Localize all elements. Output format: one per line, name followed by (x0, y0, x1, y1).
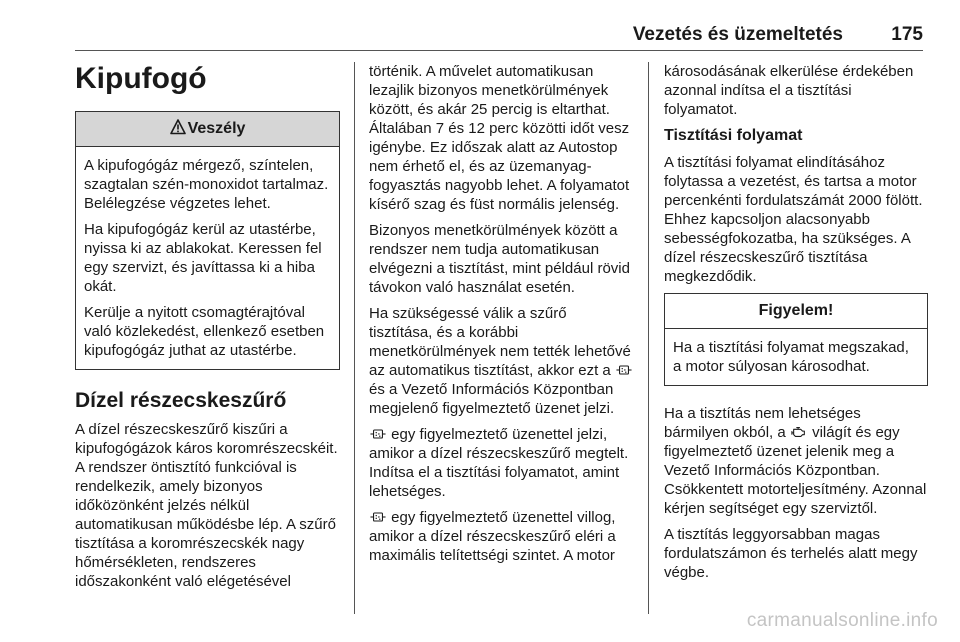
column-2 (369, 62, 634, 572)
danger-paragraph: Kerülje a nyitott csomagtérajtóval való közlekedést, ellenkező esetben kipufogógáz juthat az utastérbe. (84, 304, 325, 359)
danger-box (75, 111, 340, 370)
diesel-particulate-filter-icon (616, 363, 632, 377)
warning-triangle-icon (170, 119, 186, 135)
body-paragraph (369, 508, 634, 565)
danger-box-body (76, 147, 339, 369)
page-number: 175 (891, 24, 923, 45)
text-run: egy figyelmeztető üzenettel villog, amikor a dízel részecskeszűrő eléri a maximális telítettségi szintet. A motor (369, 509, 616, 564)
section-title: Vezetés és üzemeltetés (632, 24, 843, 45)
text-run: és a Vezető Információs Központban megjelenő figyelmeztető üzenet jelzi. (369, 381, 615, 417)
body-paragraph (664, 404, 928, 518)
body-paragraph (369, 304, 634, 418)
column-divider (354, 62, 355, 614)
body-paragraph: történik. A művelet automatikusan lezajlik bizonyos menetkörülmények között, és akár 25 percig is eltarthat. Általában 7 és 12 perc közötti időt vesz igénybe. Ez időszak alatt az Autostop nem érhető el, és az üzemanyag-fogyasztás nagyobb lehet. A folyamatot kísérő szag és füst normális jelenség. (369, 63, 630, 213)
text-run: Ha szükségessé válik a szűrő tisztítása, és a korábbi menetkörülmények nem tették lehetővé az automatikus tisztítást, akkor ezt a (369, 305, 631, 379)
notice-box (664, 293, 928, 386)
body-paragraph: Bizonyos menetkörülmények között a rendszer nem tudja automatikusan elvégezni a tisztítást, mint például rövid távokon való használat esetén. (369, 222, 630, 296)
body-paragraph: A dízel részecskeszűrő kiszűri a kipufogógázok káros koromrészecskéit. A rendszer öntisztító funkcióval is rendelkezik, amely bizonyos időközönként jelzés nélkül automatikusan működésbe lép. A szűrő tisztítása a koromrészecskék nagy hőmérsékleten, rendszeres időszakonként való elégetésével (75, 421, 338, 590)
notice-box-body (665, 329, 927, 385)
danger-paragraph: Ha kipufogógáz kerül az utastérbe, nyissa ki az ablakokat. Keressen fel egy szervizt, és javíttassa ki a hiba okát. (84, 221, 322, 295)
column-divider (648, 62, 649, 614)
column-3 (664, 62, 928, 589)
body-paragraph: károsodásának elkerülése érdekében azonnal indítsa el a tisztítási folyamatot. (664, 63, 914, 118)
page-header (75, 22, 923, 51)
section-heading-dpf: Dízel részecskeszűrő (75, 389, 287, 412)
check-engine-icon (791, 425, 807, 439)
text-run: Ha a tisztítás nem lehetséges bármilyen okból, a (664, 405, 861, 441)
danger-box-title: Veszély (187, 120, 246, 137)
sub-heading-cleaning: Tisztítási folyamat (664, 127, 803, 144)
notice-box-heading: Figyelem! (665, 294, 927, 329)
body-paragraph (369, 425, 634, 501)
notice-paragraph: Ha a tisztítási folyamat megszakad, a motor súlyosan károsodhat. (673, 339, 909, 375)
text-run: világít és egy figyelmeztető üzenet jelenik meg a Vezető Információs Központban. Csökkentett motorteljesítmény. Azonnal kérjen segítséget egy szerviztől. (664, 424, 927, 517)
diesel-particulate-filter-icon (370, 427, 386, 441)
watermark: carmanualsonline.info (746, 610, 938, 631)
diesel-particulate-filter-icon (370, 510, 386, 524)
column-1 (75, 62, 340, 598)
text-run: egy figyelmeztető üzenettel jelzi, amikor a dízel részecskeszűrő megtelt. Indítsa el a tisztítási folyamatot, amint lehetséges. (369, 426, 629, 500)
body-paragraph: A tisztítási folyamat elindításához folytassa a vezetést, és tartsa a motor percenkénti fordulatszámát 2000 fölött. Ehhez kapcsoljon alacsonyabb sebességfokozatba, ha szükséges. A dízel részecskeszűrő tisztítása megkezdődik. (664, 154, 923, 285)
danger-paragraph: A kipufogógáz mérgező, színtelen, szagtalan szén-monoxidot tartalmaz. Belélegzése végzetes lehet. (84, 157, 329, 212)
page-title: Kipufogó (75, 62, 207, 95)
danger-box-heading (76, 112, 339, 147)
body-paragraph: A tisztítás leggyorsabban magas fordulatszámon és terhelés alatt megy végbe. (664, 526, 918, 581)
